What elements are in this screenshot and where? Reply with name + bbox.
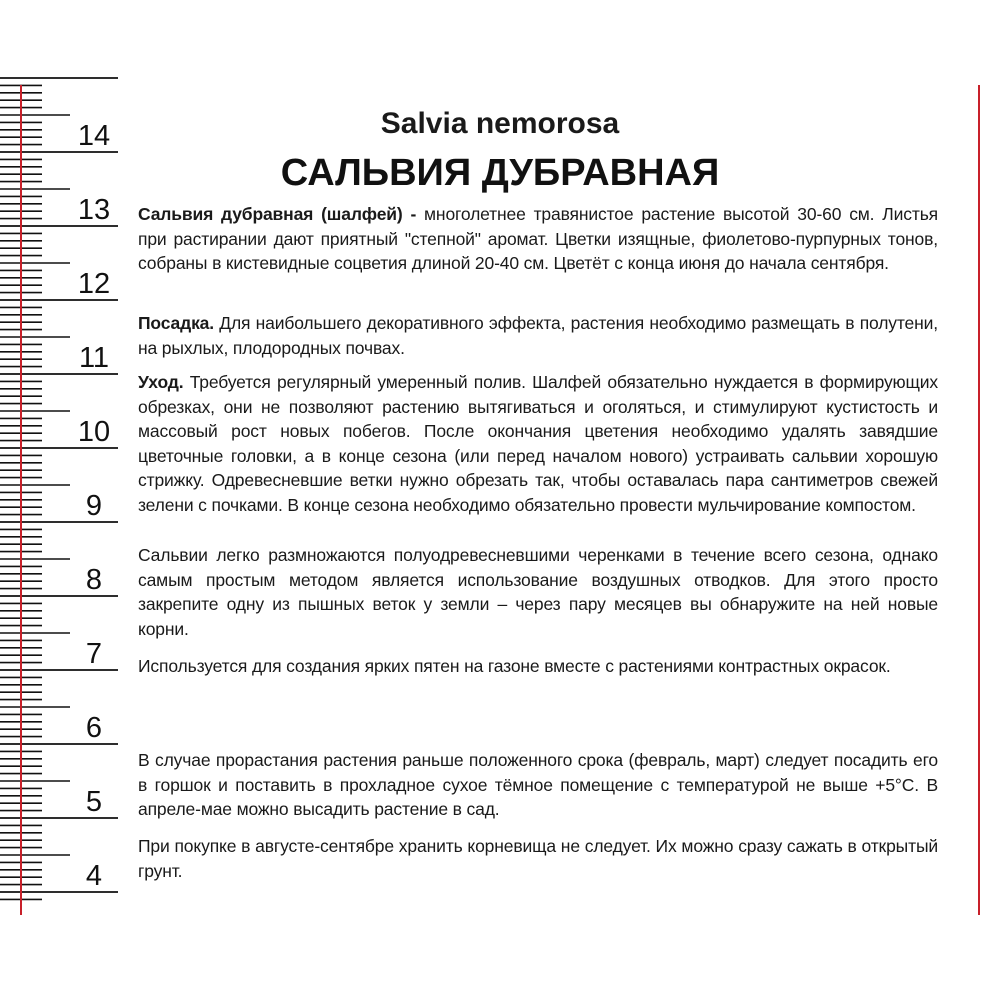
description-text: многолетнее травянистое растение высотой 30-60 см. Листья при растирании дают приятный "степной" аромат. Цветки изящные, фиолетово-пурпурных тонов, собраны в кистевидные соцветия длиной 20-40 см. Цветёт с конца июня до начала сентября.: [138, 204, 938, 273]
description-lead: Сальвия дубравная (шалфей) -: [138, 204, 417, 224]
ruler-label: 14: [77, 120, 111, 152]
ruler-label: 7: [85, 638, 103, 670]
left-cut-line: [20, 85, 22, 915]
usage-paragraph: Используется для создания ярких пятен на газоне вместе с растениями контрастных окрасок.: [138, 656, 891, 676]
early-sprouting-paragraph: В случае прорастания растения раньше положенного срока (февраль, март) следует посадить его в горшок и поставить в прохладное сухое тёмное помещение с температурой не выше +5°С. В апреле-мае можно высадить растение в сад.: [138, 750, 938, 819]
planting-lead: Посадка.: [138, 313, 214, 333]
ruler-label: 6: [85, 712, 103, 744]
ruler-label: 8: [85, 564, 103, 596]
ruler-label: 9: [85, 490, 103, 522]
purchase-paragraph: При покупке в августе-сентябре хранить корневища не следует. Их можно сразу сажать в открытый грунт.: [138, 836, 938, 881]
propagation-paragraph: Сальвии легко размножаются полуодревесневшими черенками в течение всего сезона, однако самым простым методом является использование воздушных отводков. Для этого просто закрепите одну из пышных веток у земли – через пару месяцев вы обнаружите на ней новые корни.: [138, 545, 938, 639]
ruler-label: 11: [78, 342, 110, 374]
right-cut-line: [978, 85, 980, 915]
ruler-label: 12: [77, 268, 111, 300]
care-paragraph: [138, 370, 938, 517]
latin-title: Salvia nemorosa: [380, 107, 620, 140]
russian-title: САЛЬВИЯ ДУБРАВНАЯ: [280, 152, 720, 194]
description-paragraph: [138, 202, 938, 276]
care-text: Требуется регулярный умеренный полив. Шалфей обязательно нуждается в формирующих обрезках, они не позволяют растению вытягиваться и оголяться, и стимулируют кустистость и массовый рост новых побегов. После окончания цветения необходимо удалять завядшие цветочные головки, а в конце сезона (или перед началом нового) устраивать сальвии хорошую стрижку. Одревесневшие ветки нужно обрезать так, чтобы оставалась пара сантиметров свежей зелени с почками. В конце сезона необходимо обязательно провести мульчирование компостом.: [138, 372, 938, 515]
ruler-label: 4: [85, 860, 103, 892]
ruler-label: 10: [77, 416, 111, 448]
planting-text: Для наибольшего декоративного эффекта, растения необходимо размещать в полутени, на рыхлых, плодородных почвах.: [138, 313, 938, 358]
planting-paragraph: [138, 311, 938, 360]
ruler-label: 13: [77, 194, 111, 226]
care-lead: Уход.: [138, 372, 184, 392]
ruler-label: 5: [85, 786, 103, 818]
